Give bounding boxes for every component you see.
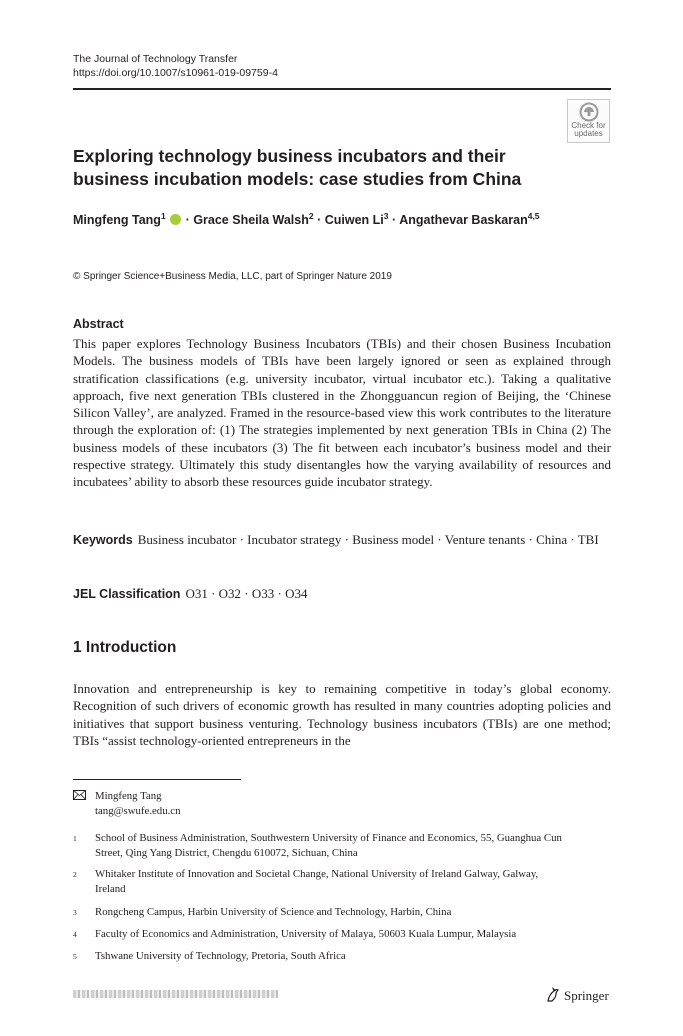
abstract-heading: Abstract (73, 317, 124, 331)
check-for-updates-badge[interactable] (567, 99, 610, 143)
correspondence (0, 789, 683, 804)
springer-horse-icon (545, 987, 561, 1003)
correspondence-name: Mingfeng Tang (95, 790, 162, 802)
orcid-icon[interactable] (170, 214, 181, 225)
section-heading: 1 Introduction (73, 639, 177, 656)
correspondence-email[interactable]: tang@swufe.edu.cn (95, 805, 181, 817)
abstract-body: This paper explores Technology Business Incubators (TBIs) and their chosen Business Incubation Models. The business models of TBIs have been largely ignored or seen as explained through stratification classifications (e.g. university incubator, virtual incubator etc.). Taking a qualitative approach, five next generation TBIs clustered in the Zhongguancun region of Beijing, the ‘Chinese Silicon Valley’, are analyzed. Framed in the resource-based view this work contributes to the literature through the exploration of: (1) The strategies implemented by next generation TBIs in China (2) The business models of these incubators (3) The fit between each incubator’s business model and their respective strategy. Ultimately this study disentangles how the varying availability of resources and incubatees’ ability to absorb these resources guide incubator strategy. (73, 336, 611, 490)
footnote-rule (73, 779, 241, 780)
affiliation-item (0, 927, 683, 943)
paper-title: Exploring technology business incubators and their business incubation models: case studies from China (73, 146, 522, 189)
author-name[interactable]: Angathevar Baskaran (399, 213, 528, 227)
header-rule (73, 88, 611, 90)
affiliation-item (0, 905, 683, 921)
envelope-icon (73, 790, 86, 805)
affiliation-text: School of Business Administration, Southwestern University of Finance and Economics, 55, Guanghua Cun Street, Qing Yang District, Chengdu 610072, Sichuan, China (95, 832, 562, 859)
jel-classification (73, 585, 308, 603)
publisher-logo (545, 987, 609, 1004)
author-affiliation: 1 (160, 210, 166, 221)
affiliation-number: 2 (73, 870, 77, 879)
jel-label: JEL Classification (73, 587, 181, 601)
author-name[interactable]: Grace Sheila Walsh (193, 213, 309, 227)
journal-header (73, 52, 278, 80)
author-affiliation: 2 (308, 210, 314, 221)
author-name[interactable]: Mingfeng Tang (73, 213, 161, 227)
section-body: Innovation and entrepreneurship is key to remaining competitive in today’s global economy. Recognition of such drivers of economic growth has resulted in many countries adopting policies and initiatives that support business venturing. Technology business incubators (TBIs) are one method; TBIs “assist technology-oriented entrepreneurs in the (73, 681, 611, 748)
author-affiliation: 3 (383, 210, 389, 221)
watermark-strip (73, 990, 278, 998)
affiliation-number: 1 (73, 834, 77, 843)
jel-codes: O31 · O32 · O33 · O34 (185, 586, 308, 601)
keywords-label: Keywords (73, 533, 133, 547)
doi-link[interactable]: https://doi.org/10.1007/s10961-019-09759-4 (73, 67, 278, 79)
copyright-notice: © Springer Science+Business Media, LLC, part of Springer Nature 2019 (73, 271, 392, 282)
check-updates-line1: Check for (571, 121, 606, 130)
keywords-text: Business incubator · Incubator strategy · Business model · Venture tenants · China · TBI (137, 532, 599, 547)
affiliation-number: 4 (73, 930, 77, 939)
journal-name: The Journal of Technology Transfer (73, 53, 238, 65)
affiliation-text: Tshwane University of Technology, Pretoria, South Africa (95, 950, 346, 962)
affiliation-item (0, 949, 683, 965)
author-affiliation: 4,5 (527, 210, 540, 221)
affiliation-item (0, 867, 683, 899)
affiliation-item (0, 831, 683, 863)
author-list: Mingfeng Tang$^1$ · Grace Sheila Walsh$^2$ · Cuiwen Li$^3$ · Angathevar Baskaran$^{4,5}$ (73, 210, 540, 227)
affiliation-text: Whitaker Institute of Innovation and Societal Change, National University of Ireland Galway, Galway, Ireland (95, 868, 539, 895)
author-name[interactable]: Cuiwen Li (324, 213, 384, 227)
affiliation-text: Faculty of Economics and Administration, University of Malaya, 50603 Kuala Lumpur, Malaysia (95, 928, 517, 940)
check-updates-line2: updates (574, 129, 603, 138)
affiliation-number: 5 (73, 952, 77, 961)
affiliation-number: 3 (73, 908, 77, 917)
correspondence-email-row (0, 804, 683, 819)
affiliation-text: Rongcheng Campus, Harbin University of Science and Technology, Harbin, China (95, 906, 452, 918)
keywords (73, 531, 611, 549)
publisher-name: Springer (564, 988, 609, 1003)
check-updates-icon (579, 102, 599, 122)
